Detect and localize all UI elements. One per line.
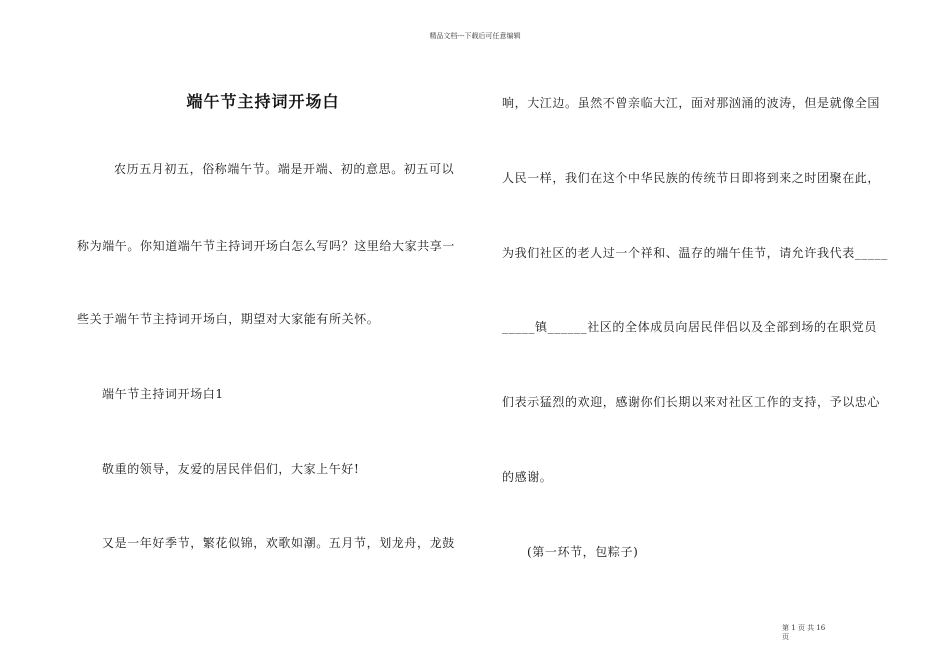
paragraph-line: 们表示猛烈的欢迎，感谢你们长期以来对社区工作的支持，予以忠心: [502, 395, 881, 409]
paragraph-line: _____镇______社区的全体成员向居民伴侣以及全部到场的在职党员: [502, 320, 878, 334]
page-title: 端午节主持词开场白: [186, 92, 340, 111]
paragraph-line: 农历五月初五，俗称端午节。端是开端、初的意思。初五可以: [114, 162, 455, 176]
paragraph-line: 称为端午。你知道端午节主持词开场白怎么写吗？这里给大家共享一: [77, 239, 456, 253]
page-number-suffix: 页: [782, 633, 789, 641]
paragraph-line: 人民一样，我们在这个中华民族的传统节日即将到来之时团聚在此，: [502, 171, 881, 185]
paragraph-line: 些关于端午节主持词开场白，期望对大家能有所关怀。: [77, 312, 380, 326]
page-number: [782, 624, 842, 642]
paragraph-line: 的感谢。: [502, 470, 553, 484]
paragraph-line: 响，大江边。虽然不曾亲临大江，面对那汹涌的波涛，但是就像全国: [502, 96, 881, 110]
paragraph-line: 为我们社区的老人过一个祥和、温存的端午佳节，请允许我代表_____: [502, 246, 888, 260]
paragraph-line: 敬重的领导，友爱的居民伴侣们，大家上午好!: [102, 462, 360, 476]
section-heading: 端午节主持词开场白1: [102, 387, 224, 401]
paragraph-line: 又是一年好季节，繁花似锦，欢歌如潮。五月节，划龙舟，龙鼓: [102, 536, 455, 550]
page-number-label: 第 1 页 共 16: [782, 624, 826, 632]
document-header-note: 精品文档---下载后可任意编辑: [429, 32, 521, 40]
section-note: (第一环节，包粽子): [527, 545, 639, 559]
